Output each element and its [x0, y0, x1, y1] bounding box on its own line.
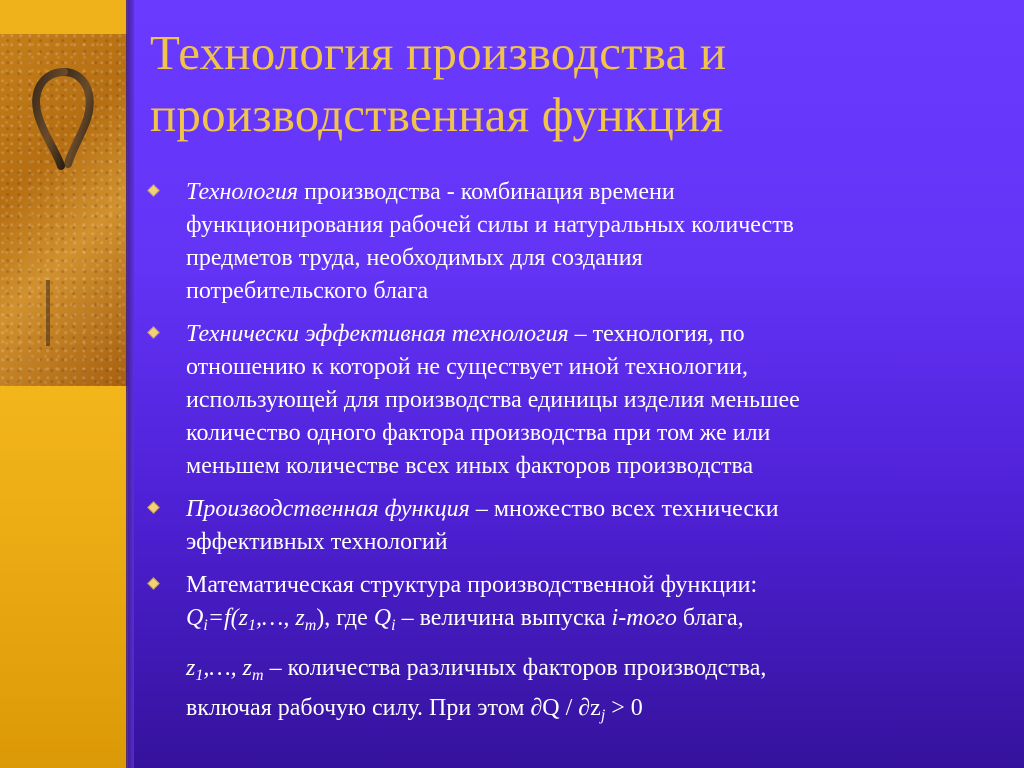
- bullet-text-technology-3: предметов труда, необходимых для создания: [186, 245, 643, 271]
- factor-z1-subscript: 1: [195, 667, 204, 684]
- formula-line: [186, 602, 1006, 642]
- bullet-text-efficient-4: количество одного фактора производства при том же или: [186, 420, 771, 446]
- formula-i-again-subscript: i: [391, 617, 396, 634]
- factor-ellipsis-z: ,…, z: [203, 655, 253, 681]
- title-line-1: Технология производства и: [150, 25, 727, 80]
- title-line-2: производственная функция: [150, 87, 724, 142]
- factors-line: [186, 652, 1006, 692]
- bullet-text-efficient-1: – технология, по: [568, 321, 745, 347]
- strip-edge-shadow: [126, 0, 134, 768]
- formula-function: =f(z: [207, 605, 248, 631]
- formula-q-again: Q: [373, 605, 392, 631]
- derivative-j-subscript: j: [600, 707, 606, 724]
- factor-zm-subscript: m: [252, 667, 264, 684]
- diamond-bullet-icon: [147, 184, 160, 197]
- bullet-lead-efficient-technology: Технически эффективная технология: [186, 321, 569, 347]
- bullet-text-production-function-1: – множество всех технически: [469, 496, 779, 522]
- formula-zm-subscript: m: [304, 617, 317, 634]
- bullet-text-efficient-2: отношению к которой не существует иной технологии,: [186, 354, 748, 380]
- bullet-text-efficient-5: меньшем количестве всех иных факторов производства: [186, 453, 754, 479]
- left-strip-top: [0, 0, 128, 34]
- formula-where: ), где: [316, 605, 374, 631]
- bullet-production-function: [146, 493, 1006, 559]
- derivative-suffix: > 0: [605, 695, 643, 721]
- formula-output-text: – величина выпуска: [395, 605, 612, 631]
- key-image: [0, 34, 128, 386]
- formula-q: Q: [186, 605, 204, 631]
- bullet-list: [146, 176, 1006, 742]
- left-decorative-strip: [0, 0, 128, 768]
- factor-description: – количества различных факторов производства,: [263, 655, 767, 681]
- derivative-prefix: включая рабочую силу. При этом ∂Q / ∂z: [186, 695, 601, 721]
- diamond-bullet-icon: [147, 577, 160, 590]
- bullet-text-technology-1: производства - комбинация времени: [298, 179, 675, 205]
- formula-i-subscript: i: [203, 617, 208, 634]
- bullet-lead-technology: Технология: [186, 179, 299, 205]
- bullet-text-technology-2: функционирования рабочей силы и натуральных количеств: [186, 212, 795, 238]
- bullet-technology: [146, 176, 1006, 308]
- diamond-bullet-icon: [147, 501, 160, 514]
- formula-good-text: блага,: [676, 605, 744, 631]
- left-strip-lower: [0, 386, 128, 768]
- slide-title: [150, 22, 990, 146]
- factor-z: z: [186, 655, 196, 681]
- formula-ellipsis-z: ,…, z: [256, 605, 305, 631]
- bullet-mathematical-structure: [146, 569, 1006, 732]
- diamond-bullet-icon: [147, 326, 160, 339]
- formula-spacing: [186, 642, 1006, 652]
- bullet-text-efficient-3: использующей для производства единицы изделия меньшее: [186, 387, 800, 413]
- bullet-efficient-technology: [146, 318, 1006, 483]
- derivative-line: [186, 692, 1006, 732]
- bullet-lead-production-function: Производственная функция: [186, 496, 470, 522]
- math-intro-line: Математическая структура производственной функции:: [186, 572, 758, 598]
- formula-z1-subscript: 1: [248, 617, 256, 634]
- formula-ith-good: i-того: [611, 605, 677, 631]
- bullet-text-production-function-2: эффективных технологий: [186, 529, 448, 555]
- bullet-text-technology-4: потребительского блага: [186, 278, 429, 304]
